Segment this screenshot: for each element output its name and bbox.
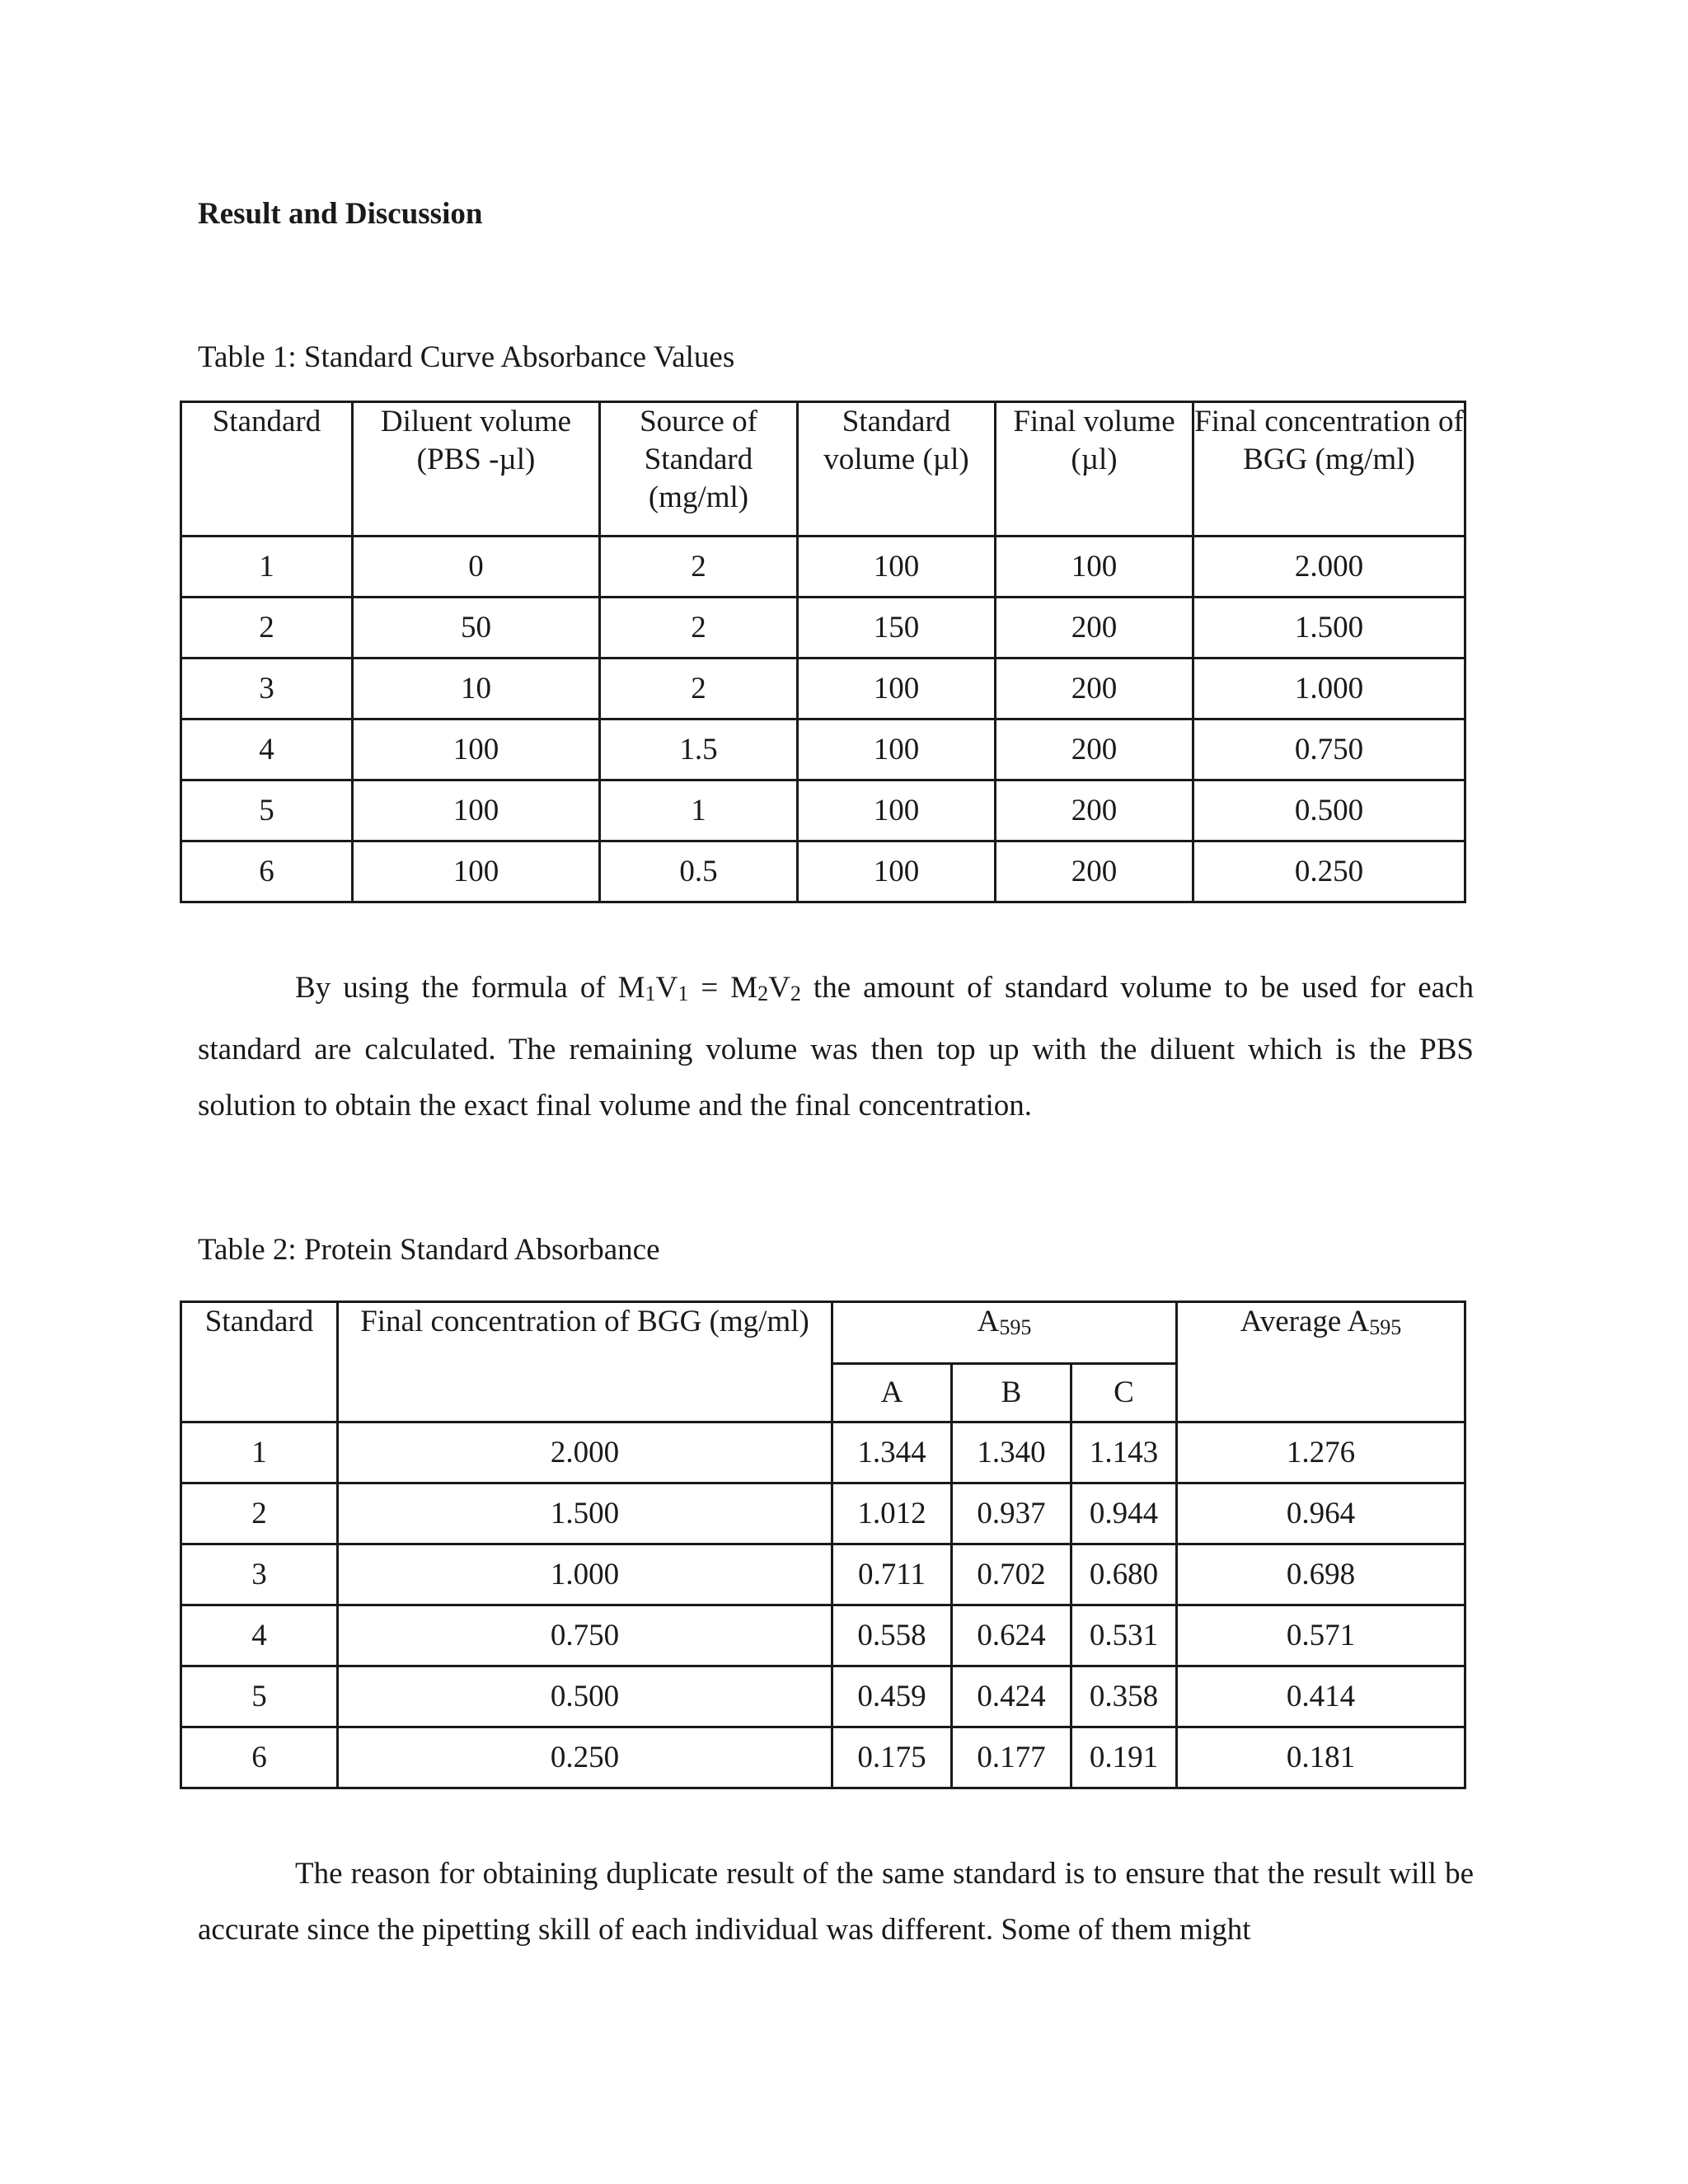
table-cell: 4	[181, 1605, 338, 1666]
table-cell: 0.177	[952, 1727, 1071, 1788]
table-cell: 0.711	[832, 1544, 952, 1605]
section-heading: Result and Discussion	[198, 197, 483, 231]
table-cell: 200	[996, 598, 1193, 658]
table-cell: 6	[181, 1727, 338, 1788]
table-cell: 1	[181, 1422, 338, 1483]
table-cell: 1.344	[832, 1422, 952, 1483]
table1-header-cell: Final volume (µl)	[996, 402, 1193, 537]
table-cell: 1.000	[338, 1544, 832, 1605]
table-cell: 2.000	[1193, 537, 1465, 598]
table-cell: 0.531	[1071, 1605, 1177, 1666]
table2-row	[181, 1727, 1465, 1788]
table-cell: 100	[996, 537, 1193, 598]
average-a595-header: Average $A_{595}$	[1177, 1302, 1465, 1422]
table-cell: 1.500	[1193, 598, 1465, 658]
table-cell: 1	[600, 780, 798, 841]
table-cell: 200	[996, 719, 1193, 780]
paragraph-text: By using the formula of	[295, 971, 618, 1005]
table-cell: 0.571	[1177, 1605, 1465, 1666]
table-cell: 6	[181, 841, 353, 902]
table1-row	[181, 598, 1465, 658]
table1-caption: Table 1: Standard Curve Absorbance Values	[198, 340, 735, 374]
table-cell: 2	[600, 658, 798, 719]
table-cell: 200	[996, 658, 1193, 719]
table1-header-cell: Source of Standard (mg/ml)	[600, 402, 798, 537]
table-cell: 5	[181, 780, 353, 841]
discussion-paragraph: The reason for obtaining duplicate result of the same standard is to ensure that the result will be accurate since the pipetting skill of each individual was different. Some of them might	[198, 1857, 1474, 1947]
table-cell: 5	[181, 1666, 338, 1727]
table-cell: 0.459	[832, 1666, 952, 1727]
table2-caption: Table 2: Protein Standard Absorbance	[198, 1233, 660, 1267]
table2-row	[181, 1605, 1465, 1666]
table-cell: 100	[798, 780, 996, 841]
standard-curve-table	[180, 401, 1466, 903]
table-cell: 0.250	[338, 1727, 832, 1788]
table-cell: 0.944	[1071, 1483, 1177, 1544]
table1-row	[181, 780, 1465, 841]
protein-absorbance-table	[180, 1301, 1466, 1789]
paragraph-text: the amount of standard volume to be used for each standard are calculated. The remaining volume was then top up with the diluent which is the PBS solution to obtain the exact final volume and the final concentration.	[198, 971, 1474, 1122]
table-cell: 0.175	[832, 1727, 952, 1788]
table-cell: 0.424	[952, 1666, 1071, 1727]
table-cell: 200	[996, 780, 1193, 841]
table2-header-cell: Standard	[181, 1302, 338, 1422]
table-cell: 0.698	[1177, 1544, 1465, 1605]
a595-header: $A_{595}$	[832, 1302, 1177, 1364]
table-cell: 0.937	[952, 1483, 1071, 1544]
table1-header-row	[181, 402, 1465, 537]
table1-header-cell: Standard	[181, 402, 353, 537]
table-cell: 0.750	[1193, 719, 1465, 780]
replicate-header: C	[1071, 1364, 1177, 1422]
table1-header-cell: Final concentration of BGG (mg/ml)	[1193, 402, 1465, 537]
table1-row	[181, 841, 1465, 902]
formula: $M_1V_1 = M_2V_2$	[617, 971, 801, 1005]
table-cell: 0	[353, 537, 600, 598]
table-cell: 1.500	[338, 1483, 832, 1544]
table-cell: 0.558	[832, 1605, 952, 1666]
table1-row	[181, 658, 1465, 719]
table-cell: 0.358	[1071, 1666, 1177, 1727]
replicate-header: B	[952, 1364, 1071, 1422]
table2-row	[181, 1483, 1465, 1544]
table-cell: 10	[353, 658, 600, 719]
formula-paragraph	[198, 960, 1474, 1134]
table-cell: 3	[181, 658, 353, 719]
table-cell: 0.702	[952, 1544, 1071, 1605]
table-cell: 100	[353, 719, 600, 780]
table-cell: 2	[600, 598, 798, 658]
table-cell: 100	[353, 841, 600, 902]
replicate-header: A	[832, 1364, 952, 1422]
table-cell: 1.143	[1071, 1422, 1177, 1483]
table-cell: 200	[996, 841, 1193, 902]
table-cell: 1.340	[952, 1422, 1071, 1483]
table-cell: 100	[798, 841, 996, 902]
table-cell: 0.964	[1177, 1483, 1465, 1544]
table-cell: 2	[181, 1483, 338, 1544]
table-cell: 1.000	[1193, 658, 1465, 719]
table2-header-row	[181, 1302, 1465, 1364]
table2-row	[181, 1544, 1465, 1605]
table1-header-cell: Standard volume (µl)	[798, 402, 996, 537]
table2-row	[181, 1422, 1465, 1483]
table1-header-cell: Diluent volume (PBS -µl)	[353, 402, 600, 537]
table-cell: 1	[181, 537, 353, 598]
table-cell: 150	[798, 598, 996, 658]
table-cell: 100	[798, 537, 996, 598]
table-cell: 0.5	[600, 841, 798, 902]
table-cell: 0.414	[1177, 1666, 1465, 1727]
table-cell: 1.5	[600, 719, 798, 780]
table-cell: 2	[600, 537, 798, 598]
table-cell: 0.624	[952, 1605, 1071, 1666]
table-cell: 0.181	[1177, 1727, 1465, 1788]
table-cell: 0.750	[338, 1605, 832, 1666]
table-cell: 100	[798, 719, 996, 780]
table2-header-cell: Final concentration of BGG (mg/ml)	[338, 1302, 832, 1422]
table-cell: 0.500	[1193, 780, 1465, 841]
table-cell: 3	[181, 1544, 338, 1605]
table-cell: 4	[181, 719, 353, 780]
table-cell: 0.500	[338, 1666, 832, 1727]
table-cell: 2.000	[338, 1422, 832, 1483]
table-cell: 0.250	[1193, 841, 1465, 902]
table-cell: 1.276	[1177, 1422, 1465, 1483]
table1-row	[181, 719, 1465, 780]
table-cell: 2	[181, 598, 353, 658]
table-cell: 1.012	[832, 1483, 952, 1544]
table-cell: 100	[353, 780, 600, 841]
table-cell: 50	[353, 598, 600, 658]
table2-row	[181, 1666, 1465, 1727]
table-cell: 100	[798, 658, 996, 719]
table1-row	[181, 537, 1465, 598]
table-cell: 0.680	[1071, 1544, 1177, 1605]
table-cell: 0.191	[1071, 1727, 1177, 1788]
